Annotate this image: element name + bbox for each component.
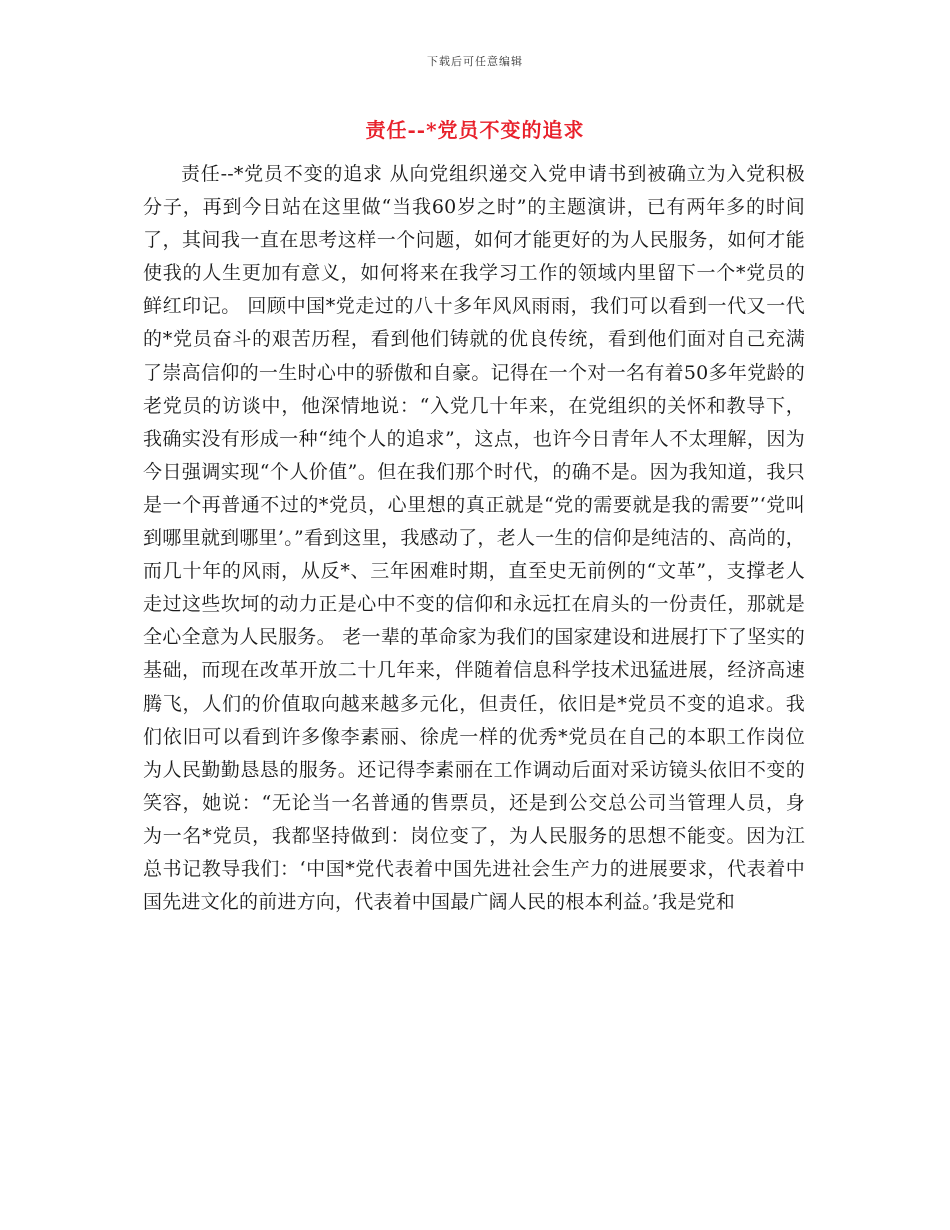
document-title: 责任--*党员不变的追求 xyxy=(365,118,585,142)
body-paragraph: 责任--*党员不变的追求 从向党组织递交入党申请书到被确立为入党积极分子，再到今日站在这里做“当我60岁之时”的主题演讲，已有两年多的时间了，其间我一直在思考这样一个问题，如何才能更好的为人民服务，如何才能使我的人生更加有意义，如何将来在我学习工作的领域内里留下一个*党员的鲜红印记。 回顾中国*党走过的八十多年风风雨雨，我们可以看到一代又一代的*党员奋斗的艰苦历程，看到他们铸就的优良传统，看到他们面对自己充满了崇高信仰的一生时心中的骄傲和自豪。记得在一个对一名有着50多年党龄的老党员的访谈中，他深情地说：“入党几十年来，在党组织的关怀和教导下，我确实没有形成一种“纯个人的追求”，这点，也许今日青年人不太理解，因为今日强调实现“个人价值”。但在我们那个时代，的确不是。因为我知道，我只是一个再普通不过的*党员，心里想的真正就是“党的需要就是我的需要”‘党叫到哪里就到哪里’。”看到这里，我感动了，老人一生的信仰是纯洁的、高尚的，而几十年的风雨，从反*、三年困难时期，直至史无前例的“文革”，支撑老人走过这些坎坷的动力正是心中不变的信仰和永远扛在肩头的一份责任，那就是全心全意为人民服务。 老一辈的革命家为我们的国家建设和进展打下了坚实的基础，而现在改革开放二十几年来，伴随着信息科学技术迅猛进展，经济高速腾飞，人们的价值取向越来越多元化，但责任，依旧是*党员不变的追求。我们依旧可以看到许多像李素丽、徐虎一样的优秀*党员在自己的本职工作岗位为人民勤勤恳恳的服务。还记得李素丽在工作调动后面对采访镜头依旧不变的笑容，她说：“无论当一名普通的售票员，还是到公交总公司当管理人员，身为一名*党员，我都坚持做到：岗位变了，为人民服务的思想不能变。因为江总书记教导我们：‘中国*党代表着中国先进社会生产力的进展要求，代表着中国先进文化的前进方向，代表着中国最广阔人民的根本利益。’我是党和 xyxy=(143,163,805,914)
page-header: 下载后可任意编辑 xyxy=(427,55,523,68)
